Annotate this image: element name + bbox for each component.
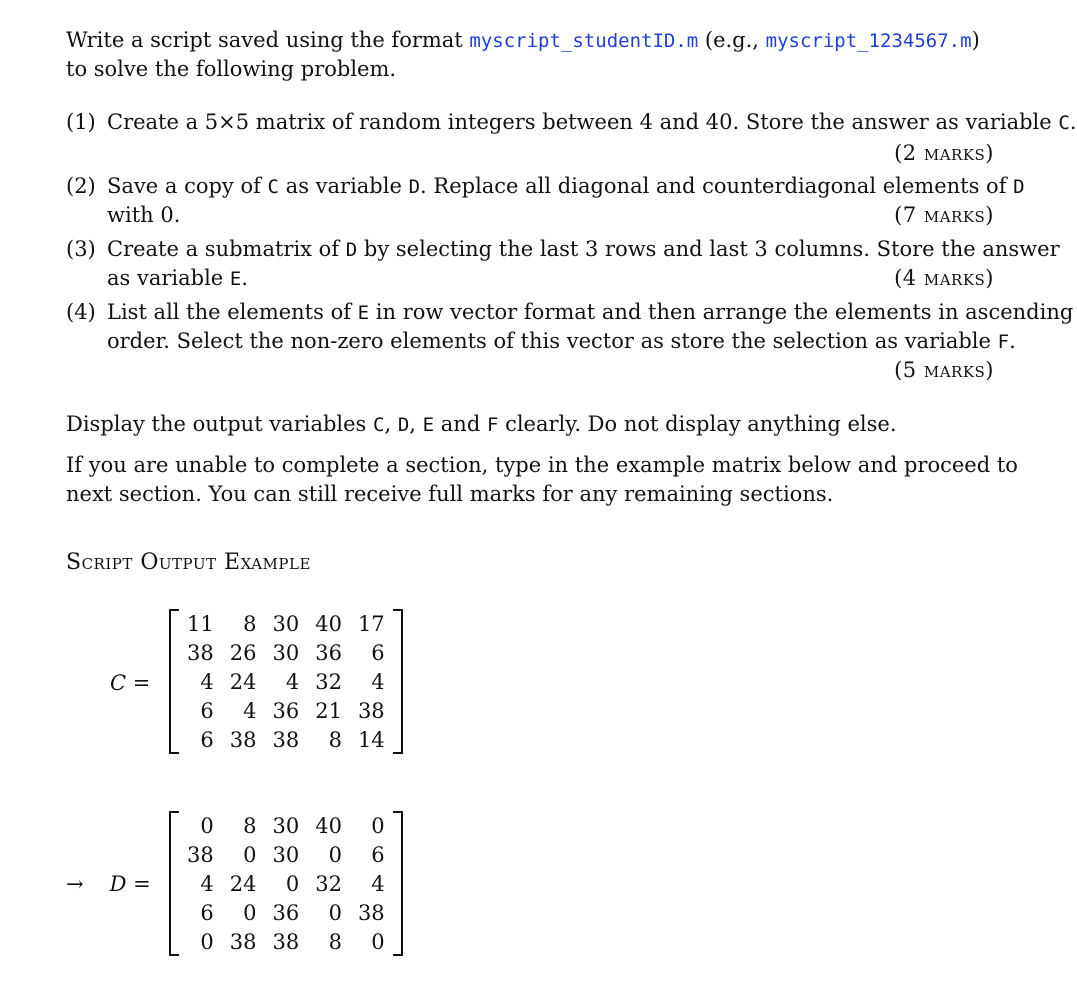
matrix-cell: 24 (229, 669, 257, 694)
matrix-cell: 0 (200, 929, 214, 954)
matrix-row (179, 667, 393, 696)
matrix-cell: 6 (200, 698, 214, 723)
matrix-d-label-text: D = (109, 872, 151, 896)
matrix-cell: 32 (315, 669, 342, 694)
matrix-row (179, 898, 393, 927)
item-1-marks: (2 marks) (894, 141, 994, 165)
item-3-text-b: by selecting the last 3 rows and last 3 columns. Store the answer (357, 237, 1060, 261)
example-filename: myscript_1234567.m (765, 30, 972, 52)
matrix-row (179, 869, 393, 898)
display-sep-1: , (384, 412, 398, 436)
display-var-e: E (422, 414, 435, 436)
matrix-cell: 11 (187, 611, 214, 636)
matrix-cell: 4 (200, 669, 214, 694)
item-2-text-c: . Replace all diagonal and counterdiagonal elements of (420, 174, 1014, 198)
item-3-marks: (4 marks) (894, 266, 994, 290)
matrix-cell: 38 (272, 727, 300, 752)
matrix-cell: 30 (272, 640, 300, 665)
display-instruction (66, 410, 897, 440)
item-4-number: (4) (66, 300, 96, 324)
matrix-cell: 8 (243, 611, 257, 636)
item-2-var-d2: D (1013, 176, 1025, 198)
item-2-var-d: D (408, 176, 421, 198)
matrix-row (179, 609, 393, 638)
matrix-cell: 38 (229, 929, 257, 954)
eg-close: ) (971, 28, 980, 52)
matrix-cell: 40 (315, 611, 342, 636)
item-3-var-d: D (345, 239, 358, 261)
matrix-cell: 0 (371, 929, 385, 954)
matrix-c-table (179, 609, 393, 754)
item-2-text-a: Save a copy of (107, 174, 268, 198)
item-4-text-a: List all the elements of (107, 300, 358, 324)
matrix-cell: 36 (272, 900, 300, 925)
matrix-cell: 6 (200, 900, 214, 925)
item-4-line-2 (107, 327, 1016, 357)
item-4-var-e: E (357, 302, 370, 324)
matrix-cell: 0 (285, 871, 300, 896)
matrix-cell: 6 (200, 727, 214, 752)
item-4-text-c: order. Select the non-zero elements of this vector as store the selection as variable (107, 329, 998, 353)
item-2-marks: (7 marks) (894, 203, 994, 227)
item-2-text-b: as variable (279, 174, 409, 198)
matrix-c-right-bracket (393, 609, 403, 754)
matrix-cell: 8 (328, 929, 342, 954)
matrix-cell: 30 (272, 813, 300, 838)
format-filename: myscript_studentID.m (469, 30, 699, 52)
item-3-var-e: E (229, 268, 242, 290)
matrix-row (179, 696, 393, 725)
matrix-cell: 4 (243, 698, 257, 723)
item-1-line-1 (107, 108, 1077, 138)
matrix-d-right-bracket (393, 811, 403, 956)
matrix-cell: 4 (285, 669, 300, 694)
display-var-c: C (373, 414, 385, 436)
matrix-cell: 8 (328, 727, 342, 752)
item-4-text-b: in row vector format and then arrange the elements in ascending (369, 300, 1074, 324)
display-sep-3: and (434, 412, 487, 436)
matrix-cell: 4 (371, 669, 385, 694)
item-1-number: (1) (66, 110, 96, 134)
matrix-d-label (66, 870, 151, 899)
matrix-cell: 0 (371, 813, 385, 838)
matrix-cell: 0 (243, 900, 257, 925)
item-1-text: Create a 5×5 matrix of random integers between 4 and 40. Store the answer as variable (107, 110, 1059, 134)
item-4-text-d: . (1009, 329, 1016, 353)
item-4-var-f: F (997, 331, 1010, 353)
matrix-c-left-bracket (169, 609, 179, 754)
matrix-cell: 17 (357, 611, 385, 636)
matrix-d-left-bracket (169, 811, 179, 956)
matrix-cell: 4 (371, 871, 385, 896)
matrix-cell: 36 (272, 698, 300, 723)
item-3-line-1 (107, 235, 1060, 265)
item-4-line-1 (107, 298, 1073, 328)
matrix-cell: 0 (243, 842, 257, 867)
display-text-b: clearly. Do not display anything else. (498, 412, 897, 436)
matrix-row (179, 638, 393, 667)
matrix-cell: 38 (229, 727, 257, 752)
matrix-cell: 38 (357, 698, 385, 723)
matrix-cell: 14 (357, 727, 385, 752)
display-sep-2: , (409, 412, 423, 436)
item-2-number: (2) (66, 174, 96, 198)
item-3-line-2 (107, 264, 248, 294)
display-text-a: Display the output variables (66, 412, 374, 436)
item-3-text-a: Create a submatrix of (107, 237, 346, 261)
matrix-cell: 38 (187, 842, 214, 867)
matrix-cell: 38 (357, 900, 385, 925)
matrix-cell: 0 (328, 842, 342, 867)
matrix-cell: 38 (187, 640, 214, 665)
eg-open: (e.g., (698, 28, 766, 52)
matrix-c-label-text: C = (110, 671, 151, 695)
matrix-cell: 21 (315, 698, 342, 723)
matrix-row (179, 725, 393, 754)
item-2-line-2: with 0. (107, 203, 181, 227)
matrix-cell: 26 (229, 640, 257, 665)
display-var-d: D (397, 414, 410, 436)
matrix-cell: 6 (371, 842, 385, 867)
item-1-end: . (1069, 110, 1077, 134)
section-title: Script Output Example (66, 550, 311, 575)
matrix-row (179, 927, 393, 956)
matrix-d-table (179, 811, 393, 956)
item-3-number: (3) (66, 237, 96, 261)
intro-line-2: to solve the following problem. (66, 57, 397, 81)
matrix-cell: 8 (243, 813, 257, 838)
matrix-cell: 32 (315, 871, 342, 896)
matrix-cell: 0 (328, 900, 342, 925)
matrix-c (169, 609, 403, 754)
unable-line-1: If you are unable to complete a section, type in the example matrix below and proceed to (66, 453, 1018, 477)
item-4-marks: (5 marks) (894, 358, 994, 382)
item-3-text-c: as variable (107, 266, 230, 290)
matrix-cell: 30 (272, 842, 300, 867)
item-3-text-d: . (241, 266, 249, 290)
item-1-var: C (1058, 112, 1070, 134)
display-var-f: F (486, 414, 499, 436)
matrix-row (179, 811, 393, 840)
unable-line-2: next section. You can still receive full marks for any remaining sections. (66, 482, 834, 506)
matrix-cell: 0 (200, 813, 214, 838)
intro-line-1 (66, 26, 980, 56)
item-2-var-c: C (267, 176, 279, 198)
matrix-cell: 24 (229, 871, 257, 896)
matrix-c-label (110, 669, 150, 698)
item-2-line-1 (107, 172, 1025, 202)
arrow-right-icon: → (66, 872, 84, 896)
intro-text: Write a script saved using the format (66, 28, 470, 52)
matrix-row (179, 840, 393, 869)
matrix-cell: 38 (272, 929, 300, 954)
matrix-cell: 30 (272, 611, 300, 636)
matrix-d (169, 811, 403, 956)
matrix-cell: 40 (315, 813, 342, 838)
matrix-cell: 4 (200, 871, 214, 896)
matrix-cell: 6 (371, 640, 385, 665)
matrix-cell: 36 (315, 640, 342, 665)
